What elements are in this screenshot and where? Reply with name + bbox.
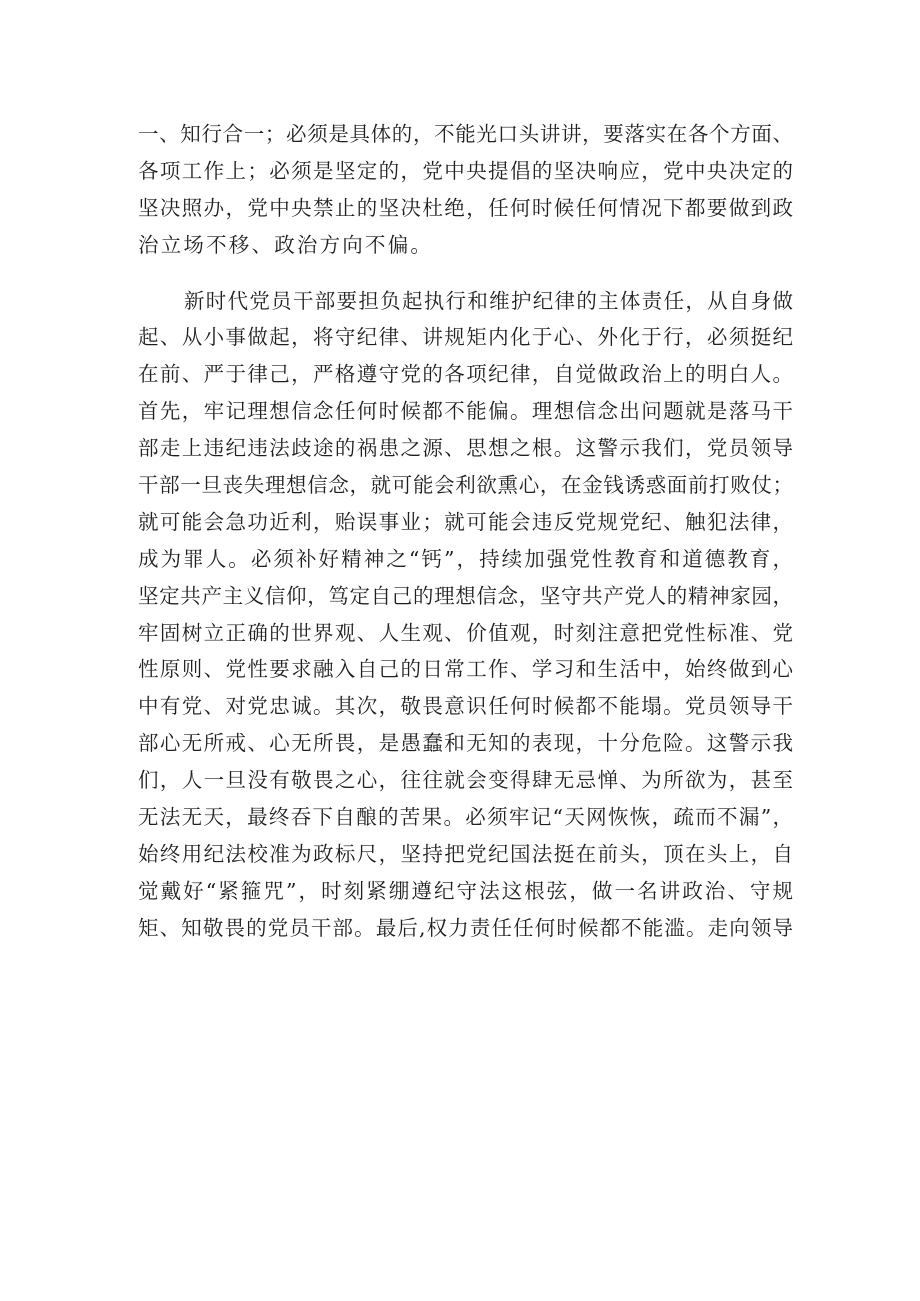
text-line: 矩、知敬畏的党员干部。最后,权力责任任何时候都不能滥。走向领导 bbox=[138, 915, 793, 940]
text-line: 中有党、对党忠诚。其次，敬畏意识任何时候都不能塌。党员领导干 bbox=[138, 694, 793, 719]
paragraph-1 bbox=[138, 116, 793, 264]
text-line: 起、从小事做起，将守纪律、讲规矩内化于心、外化于行，必须挺纪 bbox=[138, 325, 793, 350]
text-line: 觉戴好“紧箍咒”，时刻紧绷遵纪守法这根弦，做一名讲政治、守规 bbox=[138, 878, 793, 903]
paragraph-2 bbox=[138, 283, 793, 947]
text-line: 首先，牢记理想信念任何时候都不能偏。理想信念出问题就是落马干 bbox=[138, 399, 793, 424]
text-line: 们，人一旦没有敬畏之心，往往就会变得肆无忌惮、为所欲为，甚至 bbox=[138, 768, 793, 793]
text-line: 在前、严于律己，严格遵守党的各项纪律，自觉做政治上的明白人。 bbox=[138, 362, 793, 387]
text-line: 成为罪人。必须补好精神之“钙”，持续加强党性教育和道德教育， bbox=[138, 546, 793, 571]
text-line: 牢固树立正确的世界观、人生观、价值观，时刻注意把党性标准、党 bbox=[138, 620, 793, 645]
text-line: 部走上违纪违法歧途的祸患之源、思想之根。这警示我们，党员领导 bbox=[138, 436, 793, 461]
text-line: 治立场不移、政治方向不偏。 bbox=[138, 232, 434, 257]
text-line: 各项工作上；必须是坚定的，党中央提倡的坚决响应，党中央决定的 bbox=[138, 158, 793, 183]
text-line: 就可能会急功近利，贻误事业；就可能会违反党规党纪、触犯法律， bbox=[138, 509, 793, 534]
text-line: 干部一旦丧失理想信念，就可能会利欲熏心，在金钱诱惑面前打败仗； bbox=[138, 473, 793, 498]
document-page bbox=[138, 116, 793, 947]
text-line: 部心无所戒、心无所畏，是愚蠢和无知的表现，十分危险。这警示我 bbox=[138, 731, 793, 756]
text-line: 坚决照办，党中央禁止的坚决杜绝，任何时候任何情况下都要做到政 bbox=[138, 195, 793, 220]
text-line: 性原则、党性要求融入自己的日常工作、学习和生活中，始终做到心 bbox=[138, 657, 793, 682]
text-line: 始终用纪法校准为政标尺，坚持把党纪国法挺在前头，顶在头上，自 bbox=[138, 841, 793, 866]
text-line: 坚定共产主义信仰，笃定自己的理想信念，坚守共产党人的精神家园， bbox=[138, 583, 793, 608]
text-line: 新时代党员干部要担负起执行和维护纪律的主体责任，从自身做 bbox=[184, 288, 793, 313]
text-line: 一、知行合一；必须是具体的，不能光口头讲讲，要落实在各个方面、 bbox=[138, 122, 793, 146]
text-line: 无法无天，最终吞下自酿的苦果。必须牢记“天网恢恢，疏而不漏”， bbox=[138, 805, 793, 830]
